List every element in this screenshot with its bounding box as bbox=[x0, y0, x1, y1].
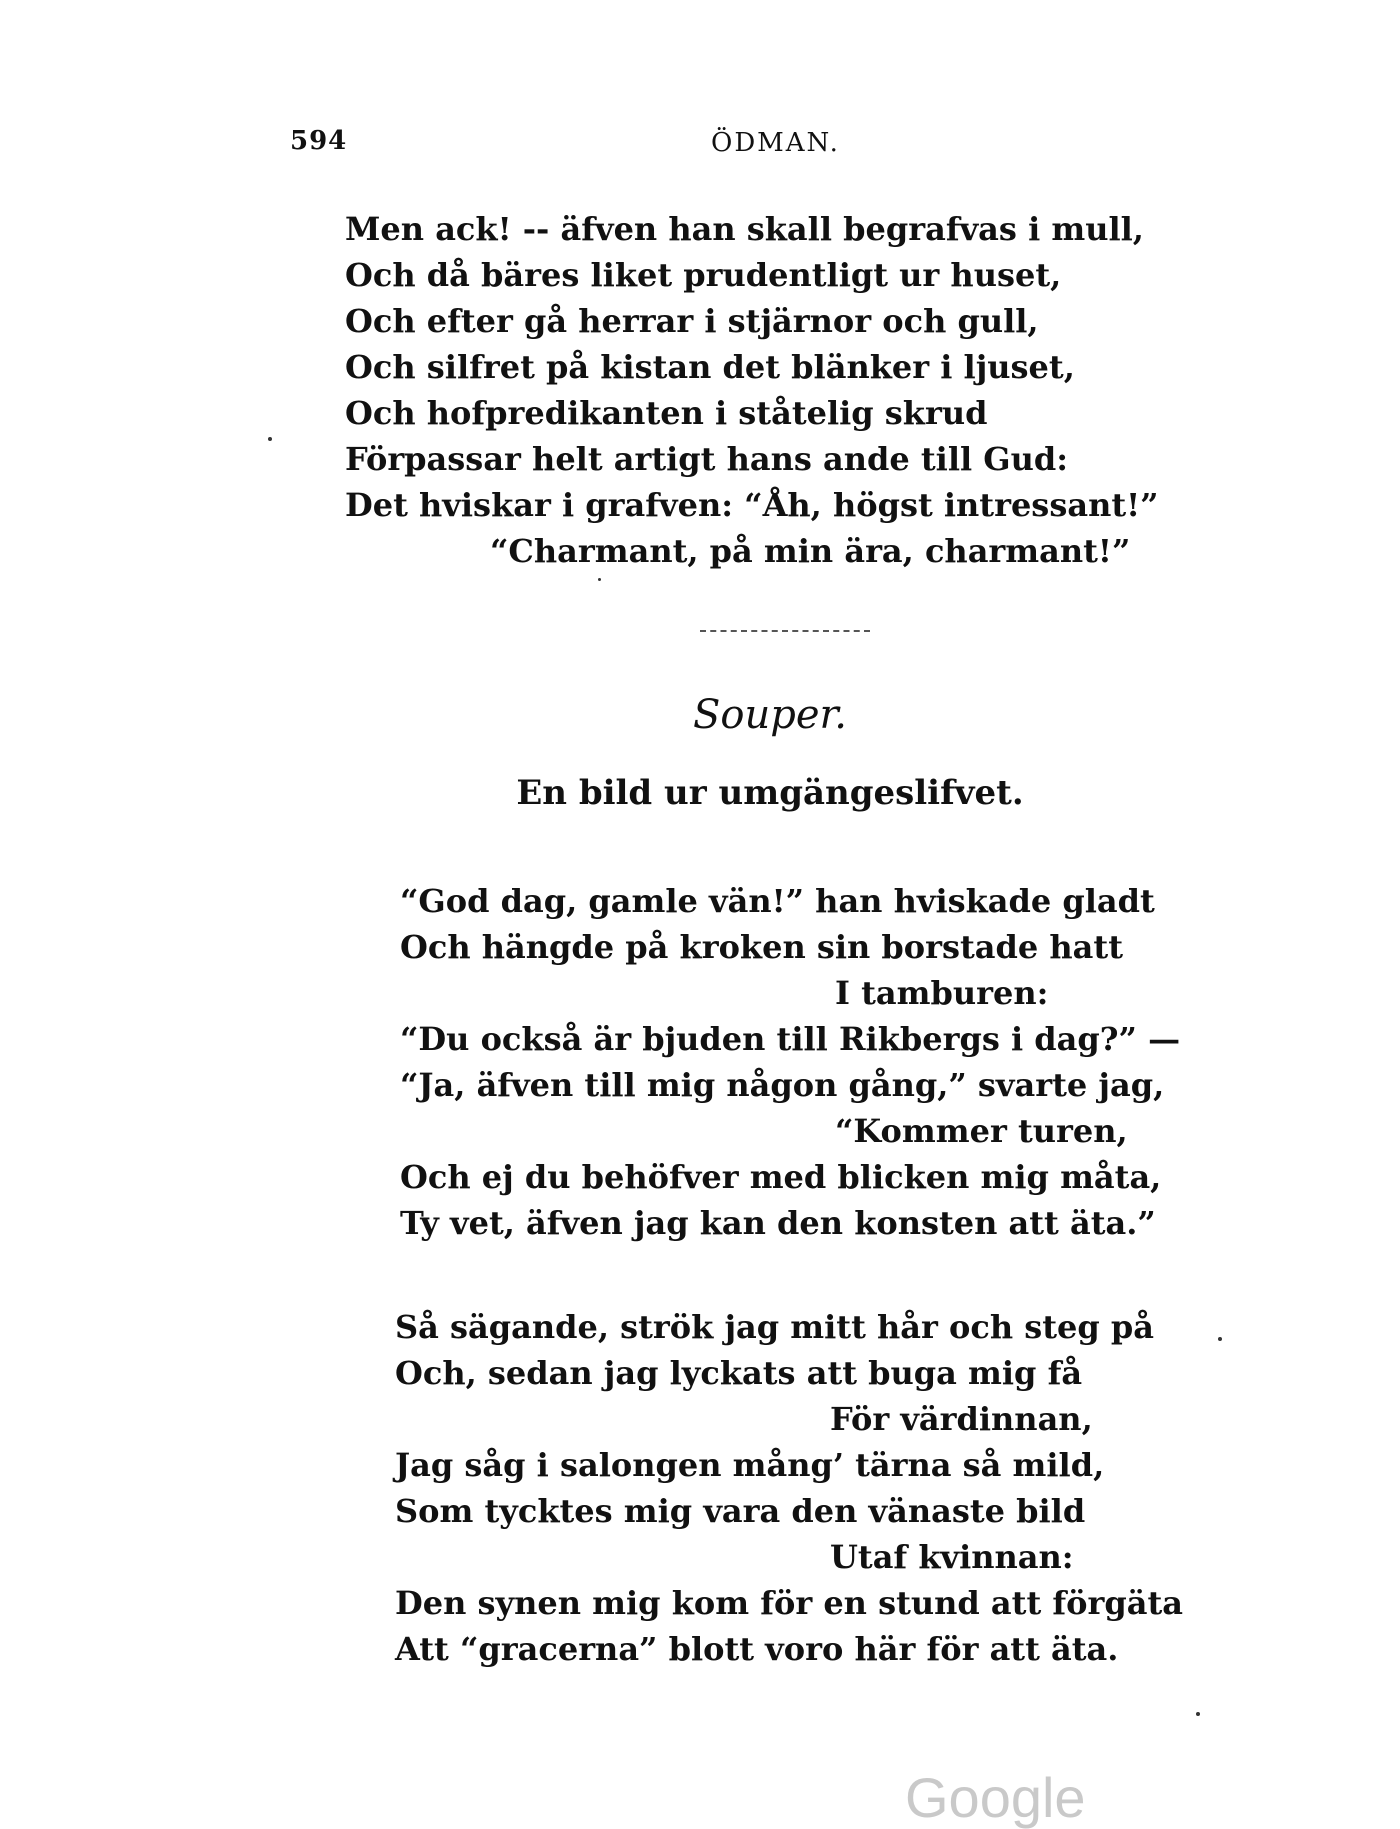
poem-line: “Kommer turen, bbox=[835, 1112, 1128, 1150]
running-title: ÖDMAN. bbox=[711, 128, 840, 158]
poem-line: Förpassar helt artigt hans ande till Gud: bbox=[345, 440, 1069, 478]
scan-speck bbox=[1218, 1337, 1222, 1341]
poem-line: Så sägande, strök jag mitt hår och steg på bbox=[395, 1308, 1154, 1346]
poem-line: “Du också är bjuden till Rikbergs i dag?” — bbox=[400, 1020, 1181, 1058]
section-subtitle: En bild ur umgängeslifvet. bbox=[516, 773, 1024, 813]
section-separator bbox=[700, 630, 870, 634]
poem-line: “Charmant, på min ära, charmant!” bbox=[490, 532, 1131, 570]
poem-line: Och efter gå herrar i stjärnor och gull, bbox=[345, 302, 1039, 340]
poem-line: Utaf kvinnan: bbox=[830, 1538, 1074, 1576]
poem-line: Och, sedan jag lyckats att buga mig få bbox=[395, 1354, 1083, 1392]
poem-line: Och hofpredikanten i ståtelig skrud bbox=[345, 394, 988, 432]
poem-line: Det hviskar i grafven: “Åh, högst intressant!” bbox=[345, 486, 1159, 524]
poem-line: Men ack! -- äfven han skall begrafvas i mull, bbox=[345, 210, 1144, 248]
scan-speck bbox=[1196, 1712, 1200, 1716]
poem-line: I tamburen: bbox=[835, 974, 1049, 1012]
scan-speck bbox=[268, 437, 272, 441]
poem-line: Jag såg i salongen mång’ tärna så mild, bbox=[395, 1446, 1105, 1484]
poem-line: Att “gracerna” blott voro här för att äta. bbox=[395, 1630, 1119, 1668]
scan-speck bbox=[598, 578, 601, 581]
page-number: 594 bbox=[290, 126, 348, 156]
poem-stanza bbox=[395, 1304, 1183, 1672]
poem-line: Den synen mig kom för en stund att förgäta bbox=[395, 1584, 1183, 1622]
poem-stanza bbox=[400, 878, 1180, 1246]
poem-line: Och silfret på kistan det blänker i ljuset, bbox=[345, 348, 1075, 386]
poem-line: Som tycktes mig vara den vänaste bild bbox=[395, 1492, 1086, 1530]
poem-line: Ty vet, äfven jag kan den konsten att äta.” bbox=[400, 1204, 1156, 1242]
poem-line: För värdinnan, bbox=[830, 1400, 1093, 1438]
poem-line: “God dag, gamle vän!” han hviskade gladt bbox=[400, 882, 1155, 920]
poem-stanza bbox=[345, 206, 1159, 574]
section-title: Souper. bbox=[693, 692, 847, 738]
poem-line: Och ej du behöfver med blicken mig måta, bbox=[400, 1158, 1162, 1196]
google-watermark: Google bbox=[905, 1766, 1086, 1829]
poem-line: Och hängde på kroken sin borstade hatt bbox=[400, 928, 1123, 966]
poem-line: “Ja, äfven till mig någon gång,” svarte jag, bbox=[400, 1066, 1165, 1104]
poem-line: Och då bäres liket prudentligt ur huset, bbox=[345, 256, 1062, 294]
